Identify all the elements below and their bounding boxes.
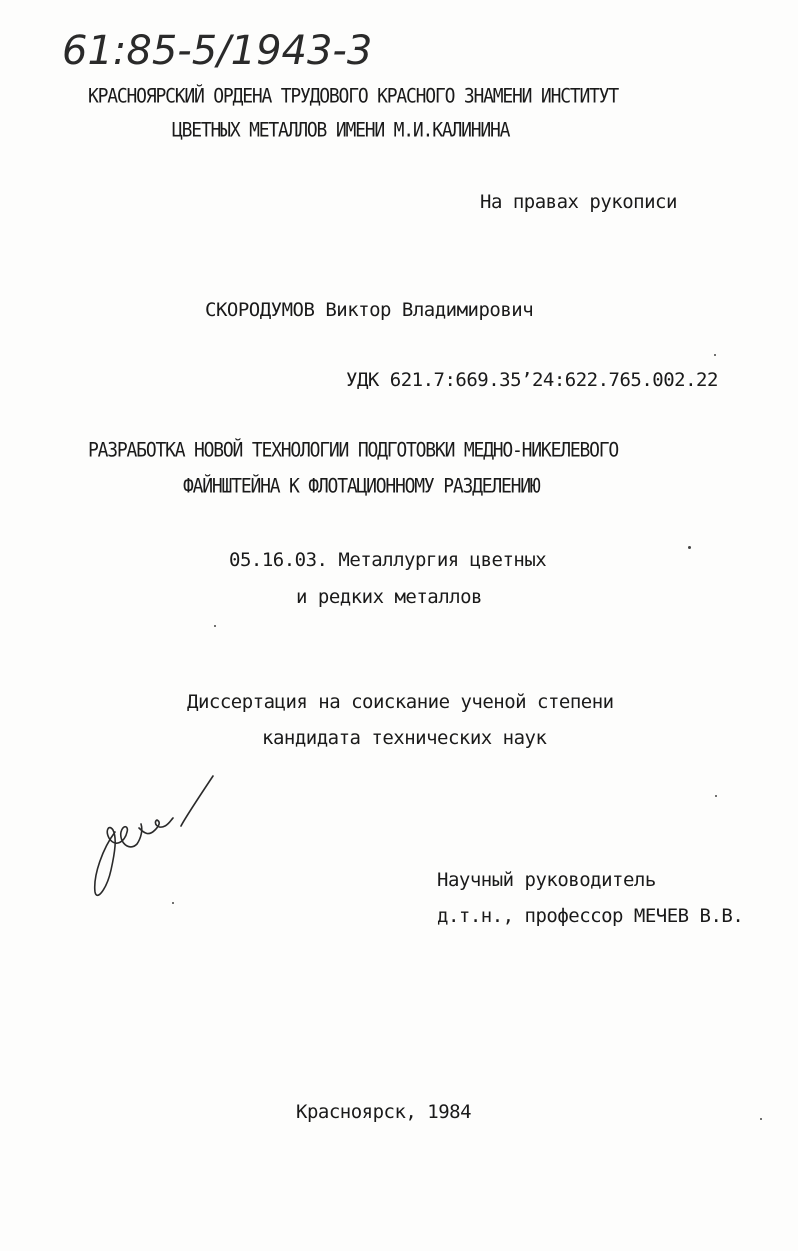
supervisor-name: д.т.н., профессор МЕЧЕВ В.В. bbox=[437, 905, 744, 927]
paper-speck bbox=[715, 795, 717, 797]
title-line-2: ФАЙНШТЕЙНА К ФЛОТАЦИОННОМУ РАЗДЕЛЕНИЮ bbox=[183, 475, 540, 498]
signature bbox=[85, 770, 225, 910]
paper-speck bbox=[214, 625, 216, 627]
author-name: СКОРОДУМОВ Виктор Владимирович bbox=[205, 299, 534, 321]
specialty-line-2: и редких металлов bbox=[296, 586, 482, 608]
manuscript-note: На правах рукописи bbox=[480, 191, 677, 213]
title-line-1: РАЗРАБОТКА НОВОЙ ТЕХНОЛОГИИ ПОДГОТОВКИ МЕДНО-НИКЕЛЕВОГО bbox=[88, 439, 619, 462]
degree-line-1: Диссертация на соискание ученой степени bbox=[187, 691, 614, 713]
specialty-line-1: 05.16.03. Металлургия цветных bbox=[229, 549, 547, 571]
paper-speck bbox=[688, 546, 691, 549]
supervisor-label: Научный руководитель bbox=[437, 869, 656, 891]
place-year: Красноярск, 1984 bbox=[296, 1101, 472, 1123]
udc-code: УДК 621.7:669.35’24:622.765.002.22 bbox=[346, 369, 718, 391]
institute-line-2: ЦВЕТНЫХ МЕТАЛЛОВ ИМЕНИ М.И.КАЛИНИНА bbox=[172, 119, 510, 142]
handwritten-archive-number bbox=[62, 14, 392, 84]
paper-speck bbox=[714, 354, 716, 356]
institute-line-1: КРАСНОЯРСКИЙ ОРДЕНА ТРУДОВОГО КРАСНОГО ЗНАМЕНИ ИНСТИТУТ bbox=[88, 85, 619, 108]
paper-speck bbox=[760, 1118, 762, 1120]
degree-line-2: кандидата технических наук bbox=[262, 727, 547, 749]
archive-number-text: 61:85-5/1943-3 bbox=[62, 28, 373, 74]
paper-speck bbox=[172, 902, 174, 904]
